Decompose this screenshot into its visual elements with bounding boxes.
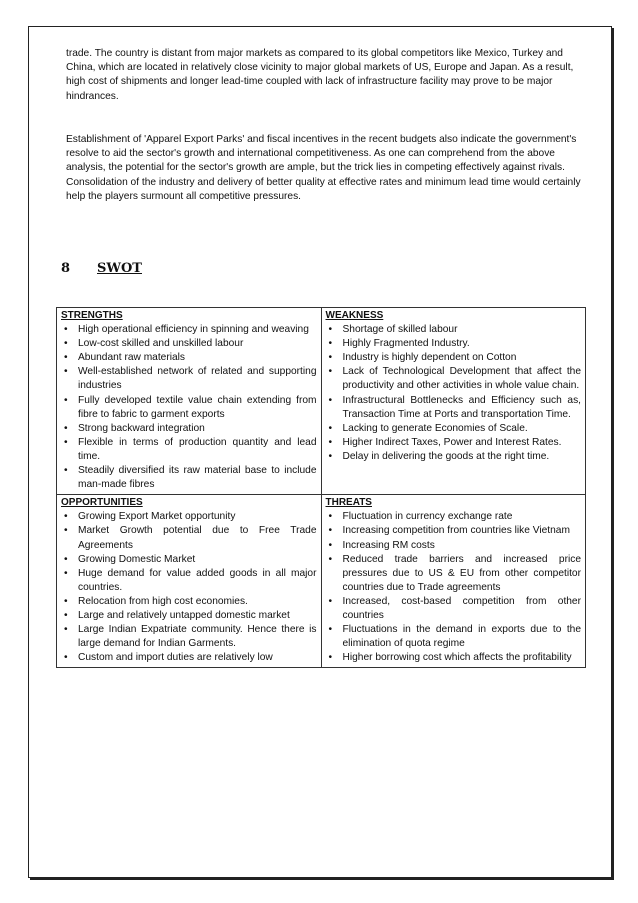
list-item: • Huge demand for value added goods in all major countries.: [61, 567, 317, 595]
weakness-cell: [321, 308, 586, 495]
list-item: • Increased, cost-based competition from other countries: [326, 595, 582, 623]
list-item: • High operational efficiency in spinning and weaving: [61, 323, 317, 337]
intro-paragraph-2: Establishment of 'Apparel Export Parks' and fiscal incentives in the recent budgets also indicate the government's resolve to aid the sector's growth and international competitiveness. As one can comprehend from the above analysis, the potential for the sector's growth are ample, but the trick lies in competing effectively against rivals. Consolidation of the industry and delivery of better quality at effective rates and minimum lead time would certainly help the players surmount all competitive pressures.: [66, 134, 581, 202]
list-item: • Large and relatively untapped domestic market: [61, 609, 317, 623]
list-item: • Growing Export Market opportunity: [61, 510, 317, 524]
weakness-title: WEAKNESS: [325, 310, 384, 321]
list-item: • Lack of Technological Development that affect the productivity and other activities in whole value chain.: [326, 365, 582, 393]
list-item: • Growing Domestic Market: [61, 553, 317, 567]
list-item: • Fluctuation in currency exchange rate: [326, 510, 582, 524]
list-item: • Delay in delivering the goods at the right time.: [326, 450, 582, 464]
threats-cell: [321, 495, 586, 668]
list-item: • Custom and import duties are relatively low: [61, 651, 317, 665]
section-heading: [61, 261, 142, 276]
list-item: • Abundant raw materials: [61, 351, 317, 365]
strengths-list: [61, 323, 317, 492]
list-item: • Relocation from high cost economies.: [61, 595, 317, 609]
threats-title: THREATS: [325, 497, 372, 509]
list-item: • Highly Fragmented Industry.: [326, 337, 582, 351]
swot-table: [56, 307, 586, 668]
strengths-cell: [57, 308, 322, 495]
intro-paragraph-1: trade. The country is distant from major markets as compared to its global competitors like Mexico, Turkey and China, which are located in relatively close vicinity to major global markets of US, Europe and Japan. As a result, high cost of shipments and longer lead-time coupled with lack of infrastructure facility may prove to be major hindrances.: [66, 48, 574, 102]
list-item: • Well-established network of related and supporting industries: [61, 365, 317, 393]
threats-list: [326, 510, 582, 665]
list-item: • Strong backward integration: [61, 422, 317, 436]
weakness-list: [326, 323, 582, 464]
list-item: • Industry is highly dependent on Cotton: [326, 351, 582, 365]
list-item: • Higher Indirect Taxes, Power and Interest Rates.: [326, 436, 582, 450]
list-item: • Large Indian Expatriate community. Hence there is large demand for Indian Garments.: [61, 623, 317, 651]
list-item: • Steadily diversified its raw material base to include man-made fibres: [61, 464, 317, 492]
list-item: • Increasing RM costs: [326, 539, 582, 553]
list-item: • Increasing competition from countries like Vietnam: [326, 524, 582, 538]
opportunities-cell: [57, 495, 322, 668]
section-title: SWOT: [97, 261, 142, 276]
list-item: • Lacking to generate Economies of Scale.: [326, 422, 582, 436]
list-item: • Low-cost skilled and unskilled labour: [61, 337, 317, 351]
list-item: • Flexible in terms of production quantity and lead time.: [61, 436, 317, 464]
list-item: • Market Growth potential due to Free Trade Agreements: [61, 524, 317, 552]
list-item: • Fluctuations in the demand in exports due to the elimination of quota regime: [326, 623, 582, 651]
list-item: • Shortage of skilled labour: [326, 323, 582, 337]
list-item: • Reduced trade barriers and increased price pressures due to US & EU from other competitor countries due to Trade agreements: [326, 553, 582, 595]
opportunities-list: [61, 510, 317, 665]
opportunities-title: OPPORTUNITIES: [61, 497, 143, 509]
section-number: 8: [61, 261, 71, 276]
list-item: • Infrastructural Bottlenecks and Efficiency such as, Transaction Time at Ports and transportation Time.: [326, 394, 582, 422]
list-item: • Fully developed textile value chain extending from fibre to fabric to garment exports: [61, 394, 317, 422]
strengths-title: STRENGTHS: [61, 310, 123, 321]
list-item: • Higher borrowing cost which affects the profitability: [326, 651, 582, 665]
